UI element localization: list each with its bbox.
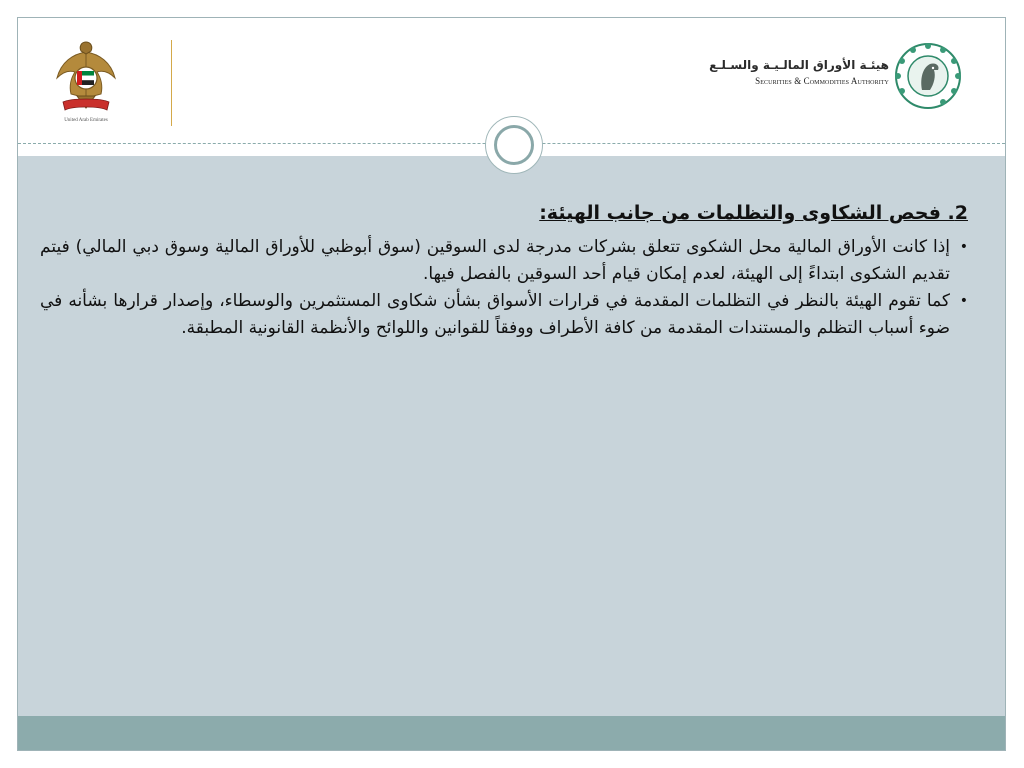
center-ring-inner [494,125,534,165]
center-ring-ornament [485,116,543,174]
sca-falcon-logo-icon [886,40,970,112]
slide-footer-band [18,716,1005,751]
falcon-emblem-icon [51,38,121,116]
authority-name-english: Securities & Commodities Authority [755,76,889,86]
section-heading: 2. فحص الشكاوى والتظلمات من جانب الهيئة: [539,202,968,224]
slide [17,17,1006,751]
emblem-caption: United Arab Emirates [64,118,108,123]
header-divider-line [171,40,172,126]
bullet-list [40,234,968,342]
authority-name-arabic: هيئـة الأوراق المالـيـة والسـلـع [709,58,889,72]
list-item: • كما تقوم الهيئة بالنظر في التظلمات المقدمة في قرارات الأسواق بشأن شكاوى المستثمرين والوسطاء، وإصدار قرارها بشأنه في ضوء أسباب التظلم والمستندات المقدمة من كافة الأطراف ووفقاً للقوانين واللوائح والأنظمة القانونية المطبقة. [40,288,950,342]
sca-logo [886,40,970,112]
uae-emblem [51,38,121,128]
list-item: • إذا كانت الأوراق المالية محل الشكوى تتعلق بشركات مدرجة لدى السوقين (سوق أبوظبي للأوراق المالية وسوق دبي المالي) فيتم تقديم الشكوى ابتداءً إلى الهيئة، لعدم إمكان قيام أحد السوقين بالفصل فيها. [40,234,950,288]
slide-content [40,198,968,342]
